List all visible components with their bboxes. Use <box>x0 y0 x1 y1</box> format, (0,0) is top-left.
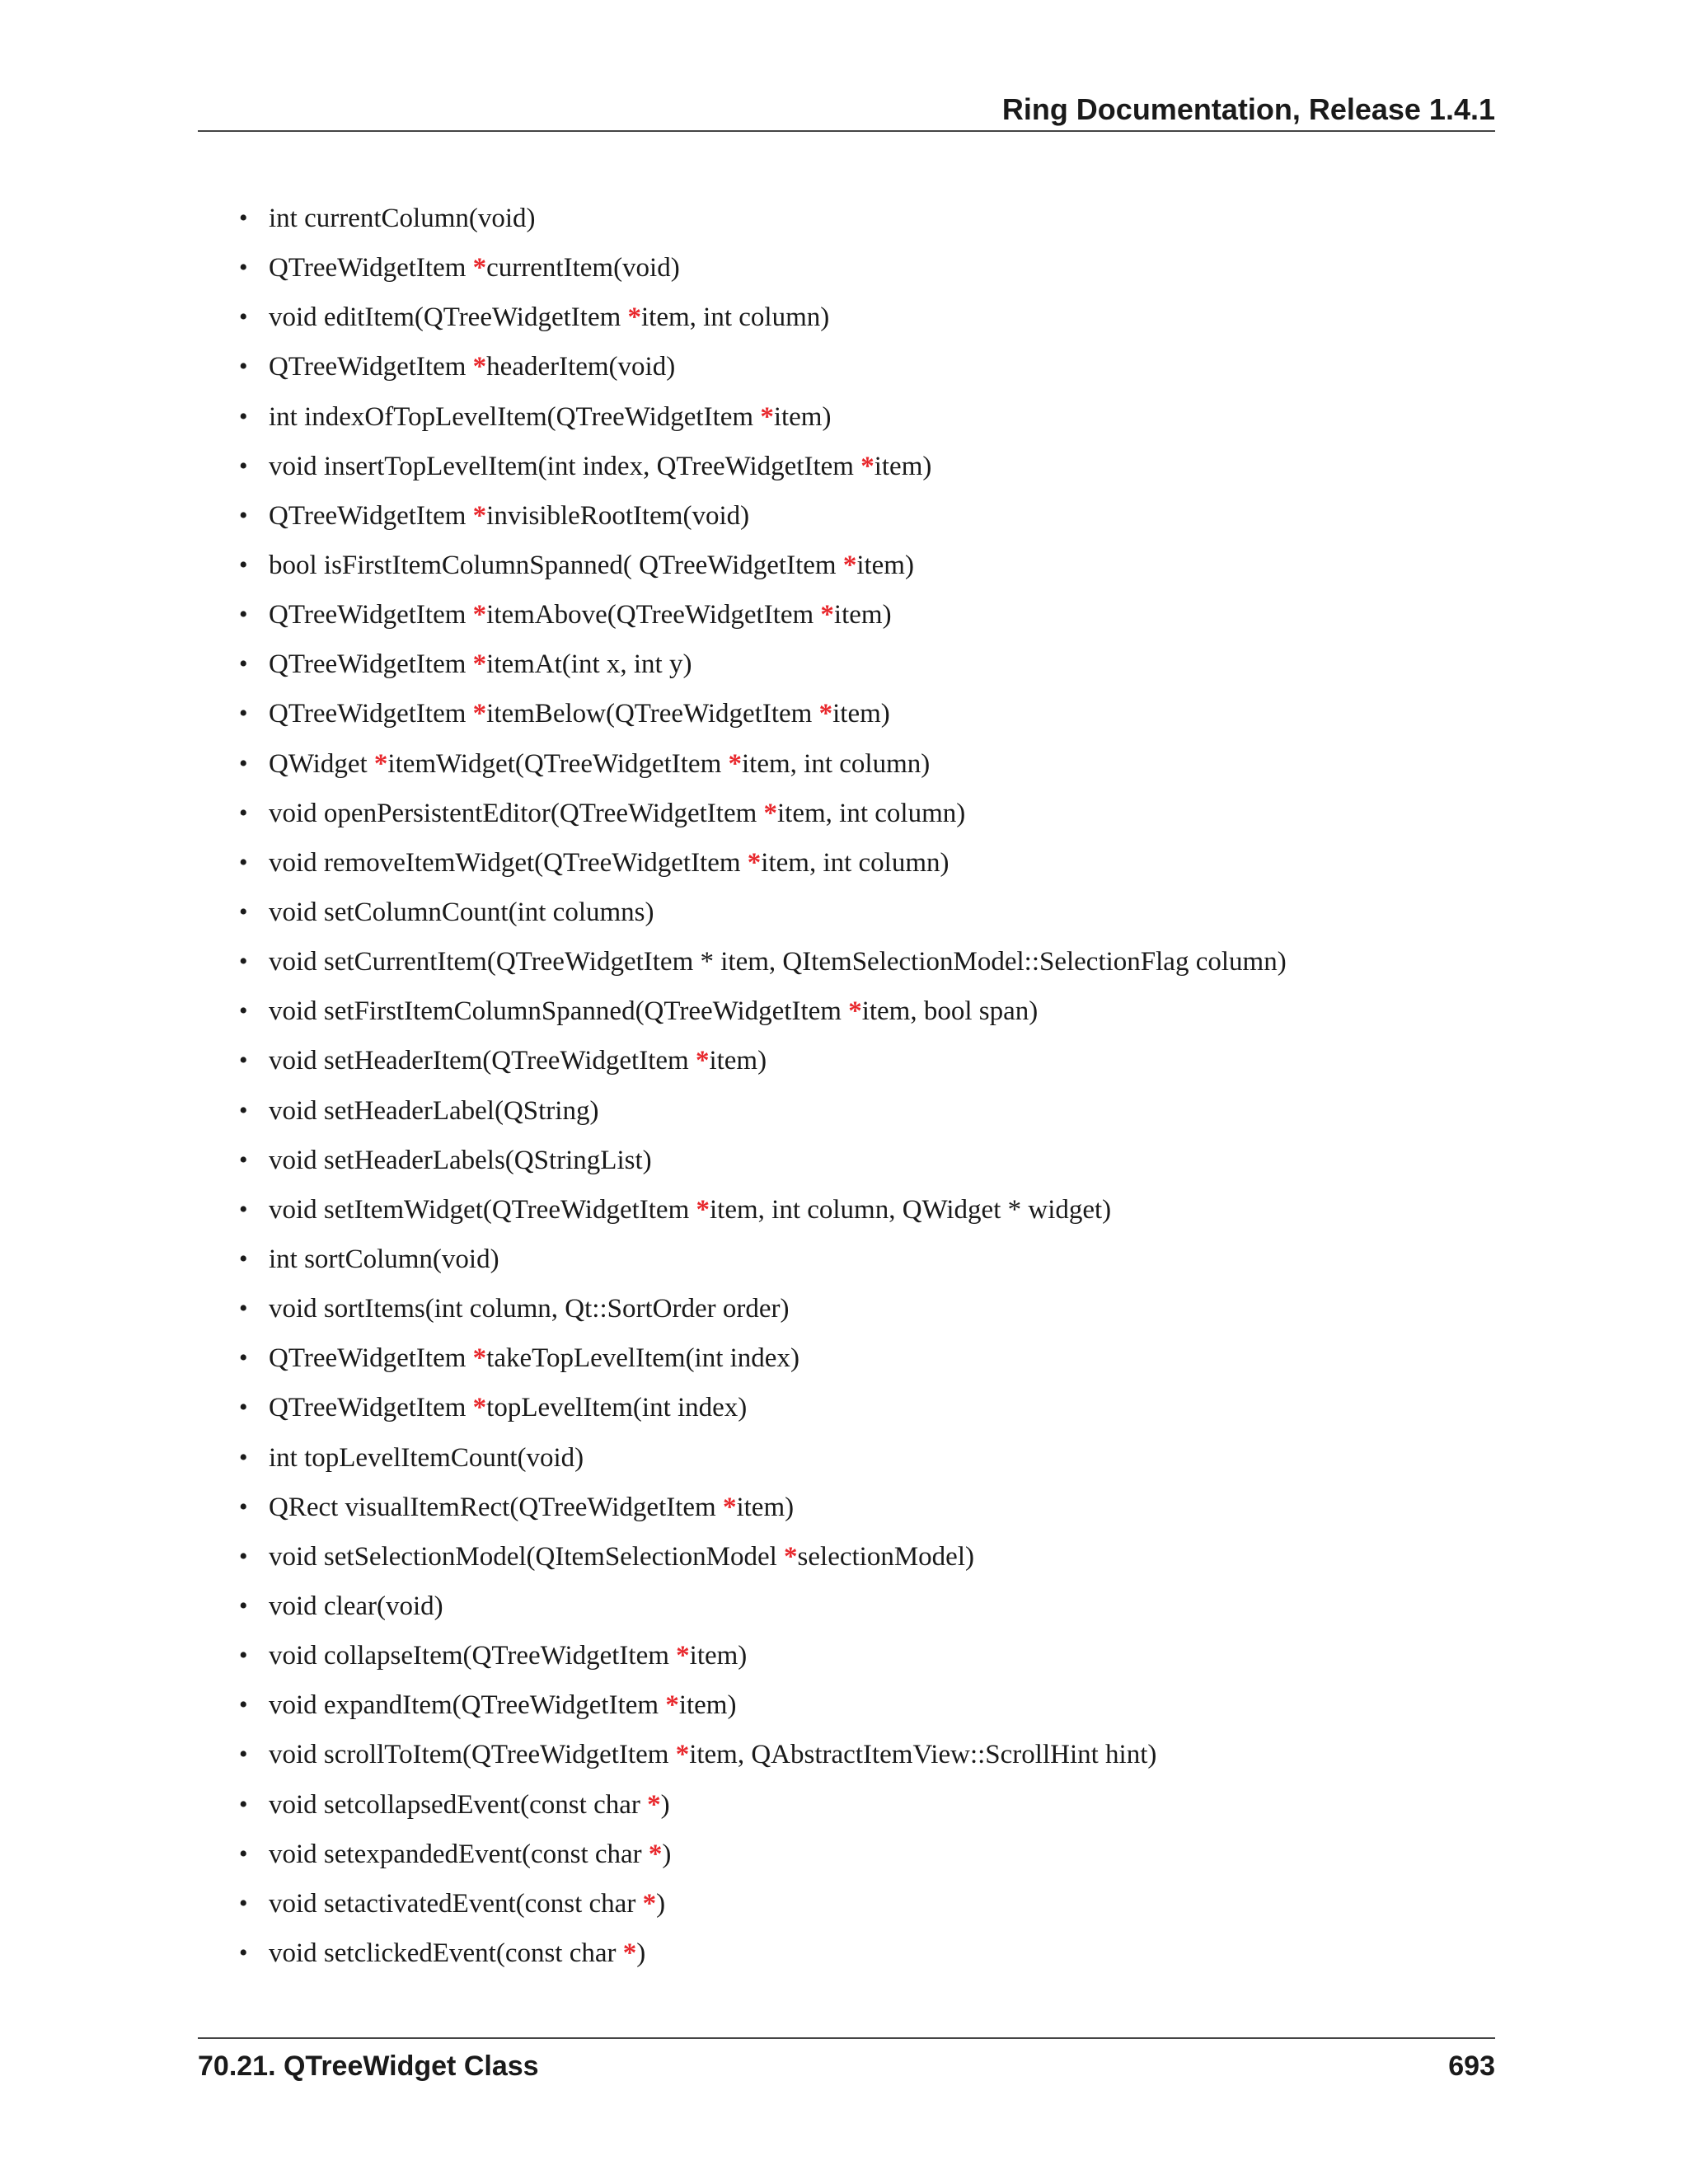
list-item <box>239 1235 1287 1284</box>
method-signature-text: QRect visualItemRect(QTreeWidgetItem <box>269 1492 723 1522</box>
pointer-marker: * <box>696 1194 710 1225</box>
method-signature-text: item) <box>709 1046 767 1076</box>
method-signature-text: itemBelow(QTreeWidgetItem <box>486 699 819 729</box>
pointer-marker: * <box>675 1740 690 1770</box>
method-signature-text: void setactivatedEvent(const char <box>269 1888 643 1919</box>
bullet-icon: • <box>239 1691 248 1719</box>
method-signature-text: item, bool span) <box>861 996 1039 1027</box>
method-signature-text: QTreeWidgetItem <box>269 699 473 729</box>
list-item <box>239 1433 1287 1483</box>
bullet-icon: • <box>239 1642 248 1670</box>
method-signature-text: QTreeWidgetItem <box>269 600 473 630</box>
method-signature-text: int topLevelItemCount(void) <box>269 1442 584 1473</box>
method-signature-text: void sortItems(int column, Qt::SortOrder order) <box>269 1294 790 1324</box>
method-signature-text: QTreeWidgetItem <box>269 649 473 680</box>
method-signature-text: ) <box>660 1789 670 1820</box>
method-signature-text: item, QAbstractItemView::ScrollHint hint) <box>689 1740 1157 1770</box>
method-signature-text: QTreeWidgetItem <box>269 253 473 284</box>
method-signature-text: QTreeWidgetItem <box>269 500 473 531</box>
method-signature-text: ) <box>656 1888 666 1919</box>
pointer-marker: * <box>627 302 642 333</box>
method-signature-text: currentItem(void) <box>486 253 680 284</box>
page-number: 693 <box>1448 2050 1495 2082</box>
list-item <box>239 442 1287 491</box>
bullet-icon: • <box>239 997 248 1025</box>
page-footer <box>198 2037 1495 2097</box>
page-header <box>198 0 1495 132</box>
pointer-marker: * <box>722 1492 737 1522</box>
pointer-marker: * <box>472 600 487 630</box>
method-signature-text: takeTopLevelItem(int index) <box>486 1343 799 1374</box>
list-item <box>239 1780 1287 1830</box>
method-signature-text: item) <box>832 699 890 729</box>
list-item <box>239 194 1287 243</box>
method-signature-text: void setHeaderItem(QTreeWidgetItem <box>269 1046 696 1076</box>
method-signature-text: void setFirstItemColumnSpanned(QTreeWidgetItem <box>269 996 849 1027</box>
list-item <box>239 1929 1287 1978</box>
method-signature-text: void setcollapsedEvent(const char <box>269 1789 648 1820</box>
list-item <box>239 1284 1287 1333</box>
pointer-marker: * <box>472 500 487 531</box>
list-item <box>239 1136 1287 1185</box>
list-item <box>239 1483 1287 1532</box>
bullet-icon: • <box>239 1938 248 1966</box>
section-title: 70.21. QTreeWidget Class <box>198 2050 539 2082</box>
list-item <box>239 1631 1287 1680</box>
method-signature-text: void setItemWidget(QTreeWidgetItem <box>269 1194 696 1225</box>
pointer-marker: * <box>747 847 762 878</box>
bullet-icon: • <box>239 1790 248 1818</box>
list-item <box>239 1036 1287 1085</box>
method-signature-text: selectionModel) <box>797 1541 974 1572</box>
list-item <box>239 1185 1287 1235</box>
method-signature-text: item, int column, QWidget * widget) <box>710 1194 1112 1225</box>
bullet-icon: • <box>239 1195 248 1223</box>
bullet-icon: • <box>239 501 248 529</box>
bullet-icon: • <box>239 1047 248 1075</box>
pointer-marker: * <box>676 1641 690 1671</box>
method-signature-text: bool isFirstItemColumnSpanned( QTreeWidgetItem <box>269 550 843 580</box>
bullet-icon: • <box>239 1146 248 1174</box>
list-item <box>239 789 1287 838</box>
method-signature-text: void expandItem(QTreeWidgetItem <box>269 1690 666 1721</box>
list-item <box>239 739 1287 789</box>
pointer-marker: * <box>665 1690 679 1721</box>
bullet-icon: • <box>239 601 248 629</box>
list-item <box>239 1680 1287 1730</box>
pointer-marker: * <box>472 352 487 382</box>
method-signature-text: QTreeWidgetItem <box>269 1393 473 1423</box>
pointer-marker: * <box>373 748 388 779</box>
list-item <box>239 342 1287 391</box>
pointer-marker: * <box>728 748 743 779</box>
method-signature-text: item) <box>773 401 832 432</box>
bullet-icon: • <box>239 1096 248 1124</box>
pointer-marker: * <box>860 451 874 481</box>
bullet-icon: • <box>239 1493 248 1521</box>
pointer-marker: * <box>848 996 862 1027</box>
bullet-icon: • <box>239 1591 248 1619</box>
method-signature-text: void setSelectionModel(QItemSelectionModel <box>269 1541 785 1572</box>
pointer-marker: * <box>472 699 487 729</box>
bullet-icon: • <box>239 749 248 777</box>
pointer-marker: * <box>818 699 833 729</box>
pointer-marker: * <box>647 1789 661 1820</box>
method-signature-text: void editItem(QTreeWidgetItem <box>269 302 628 333</box>
method-signature-text: ) <box>636 1938 646 1968</box>
bullet-icon: • <box>239 551 248 579</box>
method-signature-text: headerItem(void) <box>486 352 676 382</box>
pointer-marker: * <box>642 1888 657 1919</box>
method-signature-text: ) <box>662 1839 672 1869</box>
method-signature-text: QTreeWidgetItem <box>269 352 473 382</box>
method-signature-text: void setexpandedEvent(const char <box>269 1839 649 1869</box>
method-signature-text: void insertTopLevelItem(int index, QTreeWidgetItem <box>269 451 861 481</box>
bullet-icon: • <box>239 303 248 331</box>
method-signature-text: void setHeaderLabel(QString) <box>269 1095 599 1126</box>
list-item <box>239 590 1287 640</box>
pointer-marker: * <box>472 253 487 284</box>
pointer-marker: * <box>472 649 487 680</box>
method-signature-text: item) <box>678 1690 737 1721</box>
method-signature-text: itemAbove(QTreeWidgetItem <box>486 600 821 630</box>
pointer-marker: * <box>784 1541 798 1572</box>
bullet-icon: • <box>239 898 248 926</box>
method-signature-text: item) <box>874 451 932 481</box>
bullet-icon: • <box>239 353 248 381</box>
bullet-icon: • <box>239 700 248 728</box>
pointer-marker: * <box>763 798 778 828</box>
pointer-marker: * <box>695 1046 710 1076</box>
method-signature-text: void removeItemWidget(QTreeWidgetItem <box>269 847 748 878</box>
pointer-marker: * <box>842 550 857 580</box>
bullet-icon: • <box>239 1542 248 1570</box>
method-signature-text: void scrollToItem(QTreeWidgetItem <box>269 1740 676 1770</box>
method-signature-text: QWidget <box>269 748 374 779</box>
list-item <box>239 640 1287 689</box>
bullet-icon: • <box>239 254 248 282</box>
list-item <box>239 838 1287 888</box>
method-signature-text: void setHeaderLabels(QStringList) <box>269 1145 652 1175</box>
bullet-icon: • <box>239 799 248 827</box>
list-item <box>239 541 1287 590</box>
method-signature-text: int sortColumn(void) <box>269 1244 499 1274</box>
list-item <box>239 1830 1287 1879</box>
list-item <box>239 1730 1287 1779</box>
list-item <box>239 689 1287 738</box>
bullet-icon: • <box>239 1443 248 1471</box>
method-signature-text: void setclickedEvent(const char <box>269 1938 623 1968</box>
method-signature-text: item) <box>833 600 892 630</box>
bullet-icon: • <box>239 650 248 678</box>
method-signature-text: item) <box>689 1641 748 1671</box>
method-signature-text: item) <box>736 1492 795 1522</box>
list-item <box>239 491 1287 541</box>
method-signature-text: invisibleRootItem(void) <box>486 500 750 531</box>
method-signature-text: void clear(void) <box>269 1591 443 1621</box>
pointer-marker: * <box>622 1938 637 1968</box>
method-signature-text: itemWidget(QTreeWidgetItem <box>387 748 729 779</box>
bullet-icon: • <box>239 402 248 430</box>
method-signature-text: itemAt(int x, int y) <box>486 649 692 680</box>
method-signature-text: QTreeWidgetItem <box>269 1343 473 1374</box>
method-signature-text: int currentColumn(void) <box>269 204 536 233</box>
bullet-icon: • <box>239 848 248 876</box>
pointer-marker: * <box>820 600 834 630</box>
method-signature-text: item, int column) <box>742 748 931 779</box>
method-signature-text: int indexOfTopLevelItem(QTreeWidgetItem <box>269 401 761 432</box>
list-item <box>239 293 1287 342</box>
bullet-icon: • <box>239 1244 248 1272</box>
bullet-icon: • <box>239 948 248 976</box>
method-signature-text: item) <box>856 550 914 580</box>
bullet-icon: • <box>239 204 248 232</box>
document-title: Ring Documentation, Release 1.4.1 <box>1001 92 1495 126</box>
bullet-icon: • <box>239 1394 248 1422</box>
list-item <box>239 1333 1287 1383</box>
pointer-marker: * <box>472 1343 487 1374</box>
pointer-marker: * <box>472 1393 487 1423</box>
bullet-icon: • <box>239 452 248 480</box>
bullet-icon: • <box>239 1295 248 1323</box>
list-item <box>239 1383 1287 1432</box>
list-item <box>239 1879 1287 1929</box>
method-signature-text: void openPersistentEditor(QTreeWidgetItem <box>269 798 764 828</box>
method-signature-text: void setColumnCount(int columns) <box>269 897 654 927</box>
pointer-marker: * <box>648 1839 663 1869</box>
method-signature-text: item, int column) <box>641 302 830 333</box>
list-item <box>239 937 1287 987</box>
list-item <box>239 1582 1287 1631</box>
bullet-icon: • <box>239 1344 248 1372</box>
bullet-icon: • <box>239 1741 248 1769</box>
bullet-icon: • <box>239 1889 248 1917</box>
list-item <box>239 243 1287 293</box>
list-item <box>239 1532 1287 1582</box>
list-item <box>239 392 1287 442</box>
bullet-icon: • <box>239 1840 248 1868</box>
list-item <box>239 987 1287 1036</box>
method-signature-text: topLevelItem(int index) <box>486 1393 748 1423</box>
method-signature-text: item, int column) <box>777 798 966 828</box>
list-item <box>239 888 1287 937</box>
pointer-marker: * <box>760 401 774 432</box>
method-list <box>239 194 1287 1978</box>
method-signature-text: void setCurrentItem(QTreeWidgetItem * item, QItemSelectionModel::SelectionFlag column) <box>269 947 1287 977</box>
list-item <box>239 1086 1287 1136</box>
method-signature-text: item, int column) <box>761 847 950 878</box>
method-signature-text: void collapseItem(QTreeWidgetItem <box>269 1641 677 1671</box>
